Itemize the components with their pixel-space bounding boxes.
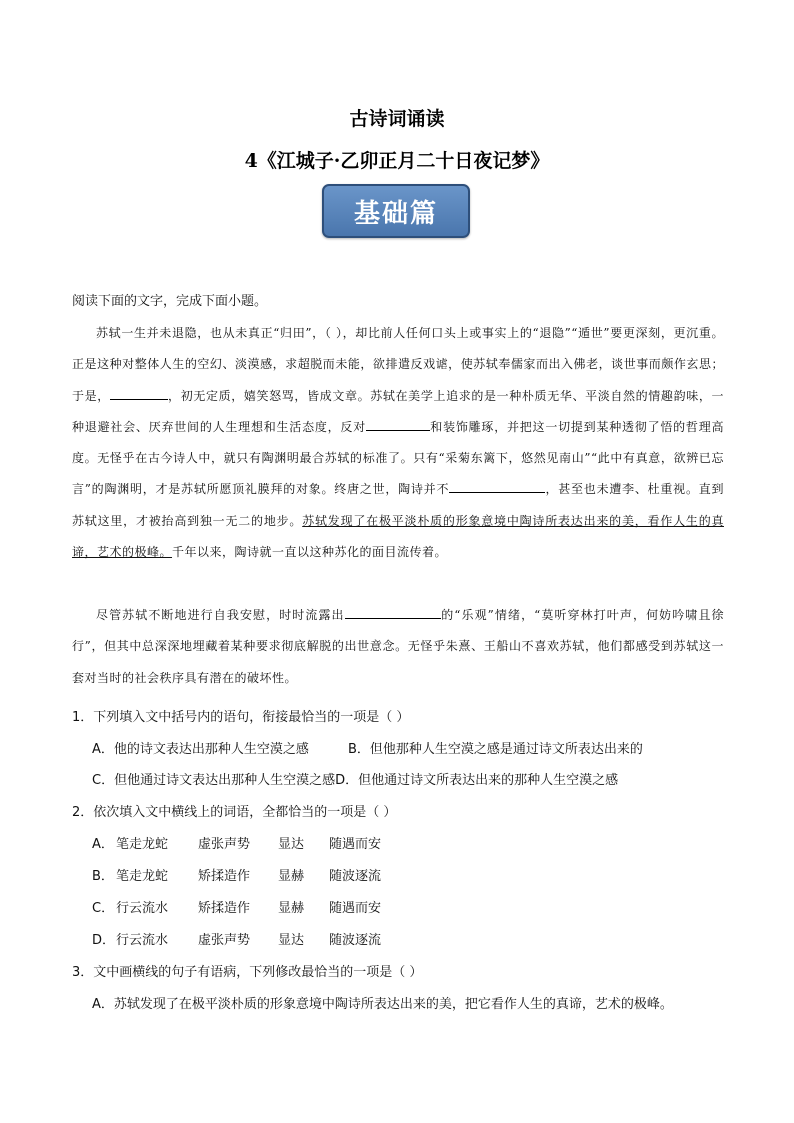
option-word: 随遇而安: [329, 837, 382, 852]
option-letter: A．: [92, 837, 114, 852]
fill-blank-4: [345, 606, 441, 619]
q1-option-a: [92, 738, 643, 757]
option-word: 虚张声势: [198, 933, 251, 948]
q1-option-c: [92, 769, 618, 788]
option-word: 显赫: [278, 901, 305, 916]
reading-instruction: 阅读下面的文字，完成下面小题。: [72, 294, 268, 309]
question-1-stem: 1．下列填入文中括号内的语句，衔接最恰当的一项是（ ）: [72, 710, 410, 725]
question-3-stem: 3．文中画横线的句子有语病，下列修改最恰当的一项是（ ）: [72, 965, 423, 980]
poem-subtitle: 4《江城子·乙卯正月二十日夜记梦》: [244, 150, 550, 172]
passage-text: 千年以来，陶诗就一直以这种苏化的面目流传着。: [172, 545, 448, 560]
fill-blank-3: [449, 480, 545, 493]
option-word: 笔走龙蛇: [116, 869, 169, 884]
option-word: 笔走龙蛇: [116, 837, 169, 852]
passage-text: 尽管苏轼不断地进行自我安慰，时时流露出: [96, 608, 345, 622]
page-title: 古诗词诵读: [349, 108, 445, 130]
option-word: 显达: [278, 837, 305, 852]
passage-text: ，初无定质，嬉笑怒骂，皆成文章。苏轼在美学上追求的是一种朴质无华、平淡自然的情趣韵味，一种退避社会、厌弃世间的人生理想和生活态度，反对: [72, 388, 724, 434]
q2-option-b: [92, 865, 381, 884]
fill-blank-2: [366, 418, 430, 431]
option-text: A．他的诗文表达出那种人生空漠之感: [92, 742, 309, 757]
passage-text: ，甚至也未遭李、杜重视。直到苏轼这里，才被抬高到独一无二的地步。: [72, 482, 724, 528]
option-text: C．但他通过诗文表达出那种人生空漠之感: [92, 773, 336, 788]
option-letter: C．: [92, 901, 115, 916]
passage-text: 的“乐观”情绪，“莫听穿林打叶声，何妨吟啸且徐行”，但其中总深深地埋藏着某种要求彻底解脱的出世意念。无怪乎朱熹、王船山不喜欢苏轼，他们都感受到苏轼这一套对当时的社会秩序具有潜在的破坏性。: [72, 608, 724, 685]
option-word: 矫揉造作: [198, 869, 251, 884]
fill-blank-1: [110, 387, 168, 400]
option-letter: D．: [92, 933, 116, 948]
option-word: 矫揉造作: [198, 901, 251, 916]
passage-text: 和装饰雕琢，并把这一切提到某种透彻了悟的哲理高度。无怪乎在古今诗人中，就只有陶渊明最合苏轼的标准了。只有“采菊东篱下，悠然见南山”“此中有真意，欲辨已忘言”的陶渊明，才是苏轼所愿顶礼膜拜的对象。终唐之世，陶诗并不: [72, 419, 724, 497]
option-text: B．但他那种人生空漠之感是通过诗文所表达出来的: [348, 742, 643, 757]
q2-option-d: [92, 929, 381, 948]
q2-option-a: [92, 833, 381, 852]
passage-paragraph-1: [72, 318, 724, 568]
option-letter: B．: [92, 869, 114, 884]
option-word: 随波逐流: [329, 869, 382, 884]
option-word: 随波逐流: [329, 933, 382, 948]
option-word: 行云流水: [116, 901, 169, 916]
option-word: 显赫: [278, 869, 305, 884]
option-word: 虚张声势: [198, 837, 251, 852]
q2-option-c: [92, 897, 381, 916]
passage-paragraph-2: [72, 600, 724, 694]
option-text: D．但他通过诗文所表达出来的那种人生空漠之感: [335, 773, 619, 788]
level-badge: 基础篇: [322, 184, 470, 238]
q3-option-a: A．苏轼发现了在极平淡朴质的形象意境中陶诗所表达出来的美，把它看作人生的真谛，艺术的极峰。: [92, 997, 673, 1012]
option-word: 随遇而安: [329, 901, 382, 916]
passage-text: 苏轼一生并未退隐，也从未真正“归田”，（ ），却比前人任何口头上或事实上的“退隐”“遁世”要更深刻，更沉重。正是这种对整体人生的空幻、淡漠感，求超脱而未能，欲排遣反戏谑，使苏轼奉儒家而出入佛老，谈世事而颇作玄思；于是，: [72, 326, 724, 403]
underlined-sentence: 苏轼发现了在极平淡朴质的形象意境中陶诗所表达出来的美，看作人生的真谛，艺术的极峰。: [72, 513, 724, 560]
option-word: 行云流水: [116, 933, 169, 948]
option-word: 显达: [278, 933, 305, 948]
question-2-stem: 2．依次填入文中横线上的词语，全都恰当的一项是（ ）: [72, 805, 397, 820]
